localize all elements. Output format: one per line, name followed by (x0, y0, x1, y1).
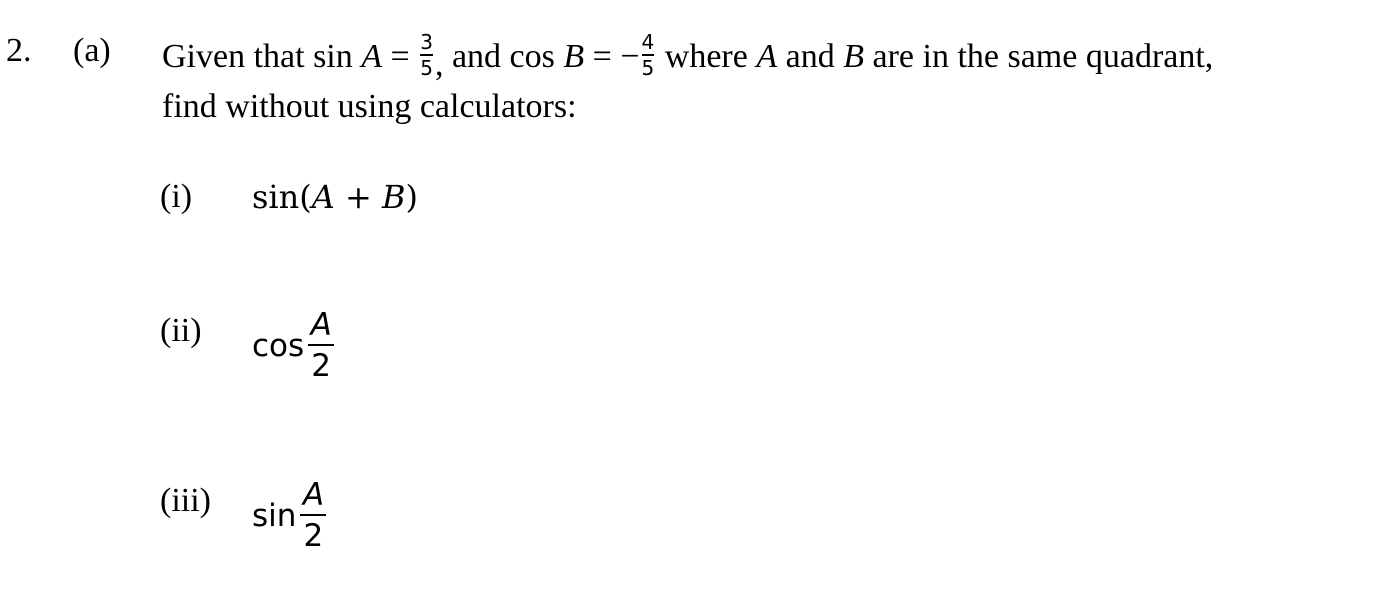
fraction-sin-a (420, 32, 433, 78)
fraction-denominator: 2 (303, 518, 324, 554)
fraction-cos-b (642, 32, 655, 78)
subpart-expression-iii (252, 478, 326, 553)
fraction-numerator: 3 (420, 30, 433, 54)
close-paren: ) (405, 178, 419, 216)
subpart-expression-ii (252, 308, 334, 383)
question-line-2: find without using calculators: (162, 88, 577, 125)
subpart-label-i: (i) (160, 178, 193, 215)
fraction-a-over-2 (300, 478, 326, 553)
fraction-a-over-2 (308, 308, 334, 383)
fraction-numerator: A (310, 307, 332, 343)
question-line-1 (162, 22, 1213, 92)
question-number: 2. (6, 32, 32, 69)
intro-text-5: are in the same quadrant, (872, 38, 1214, 75)
function-name: sin (252, 497, 297, 534)
fraction-bar (308, 344, 334, 346)
equals-sign: = (390, 38, 410, 75)
fraction-numerator: 4 (641, 30, 655, 54)
plus-operator: + (334, 178, 383, 216)
intro-text-2: and cos (451, 38, 555, 75)
function-name: cos (252, 327, 305, 364)
var-b: B (563, 38, 585, 75)
equals-sign: = (592, 38, 612, 75)
fraction-numerator: A (302, 477, 325, 513)
function-name: sin( (252, 178, 312, 216)
minus-sign: − (620, 38, 640, 75)
fraction-bar (300, 514, 326, 516)
var-b: B (382, 178, 406, 216)
subpart-label-ii: (ii) (160, 312, 202, 349)
subpart-expression-i (252, 178, 418, 216)
intro-text-1: Given that sin (162, 38, 353, 75)
var-a: A (311, 178, 335, 216)
var-a: A (756, 38, 778, 75)
var-a: A (361, 38, 383, 75)
fraction-denominator: 5 (420, 56, 433, 80)
var-b: B (843, 38, 864, 75)
part-label: (a) (73, 32, 111, 69)
fraction-denominator: 2 (311, 348, 332, 384)
fraction-denominator: 5 (641, 56, 655, 80)
intro-text-4: and (785, 38, 835, 75)
comma: , (434, 46, 444, 83)
subpart-label-iii: (iii) (160, 482, 211, 519)
intro-text-3: where (664, 38, 748, 75)
